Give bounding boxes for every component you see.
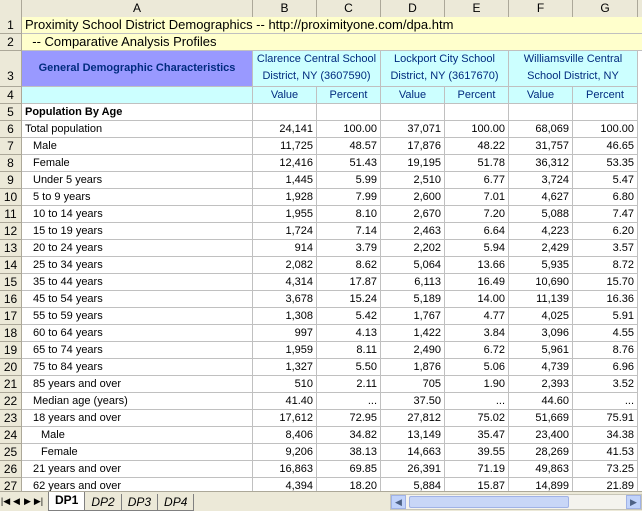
percent-cell[interactable]: 71.19 xyxy=(445,461,509,478)
percent-cell[interactable]: 4.55 xyxy=(573,325,638,342)
row-label-cell[interactable]: 75 to 84 years xyxy=(22,359,253,376)
percent-cell[interactable]: 7.47 xyxy=(573,206,638,223)
column-header-e[interactable]: E xyxy=(445,0,509,17)
sheet-row xyxy=(0,206,642,223)
percent-cell[interactable]: 17.87 xyxy=(317,274,381,291)
row-label-cell[interactable]: 15 to 19 years xyxy=(22,223,253,240)
scroll-right-button[interactable]: ▶ xyxy=(626,495,641,509)
cell[interactable] xyxy=(253,104,317,121)
row-header[interactable]: 9 xyxy=(0,172,22,189)
value-header[interactable]: Value xyxy=(381,87,445,104)
subtitle-cell[interactable] xyxy=(22,34,642,51)
sheet-row xyxy=(0,51,642,87)
row-header[interactable]: 4 xyxy=(0,87,22,104)
sheet-row xyxy=(0,257,642,274)
value-cell[interactable]: 68,069 xyxy=(509,121,573,138)
sheet-row xyxy=(0,376,642,393)
sheet-row xyxy=(0,223,642,240)
percent-cell[interactable]: 3.57 xyxy=(573,240,638,257)
row-label-cell[interactable]: Total population xyxy=(22,121,253,138)
value-cell[interactable]: 10,690 xyxy=(509,274,573,291)
percent-cell[interactable]: 38.13 xyxy=(317,444,381,461)
percent-cell[interactable]: 5.42 xyxy=(317,308,381,325)
column-header-d[interactable]: D xyxy=(381,0,445,17)
row-header[interactable]: 27 xyxy=(0,478,22,491)
cell[interactable] xyxy=(317,104,381,121)
sheet-row xyxy=(0,325,642,342)
percent-cell[interactable]: 2.11 xyxy=(317,376,381,393)
value-cell[interactable]: 1,308 xyxy=(253,308,317,325)
row-header[interactable]: 2 xyxy=(0,34,22,51)
percent-cell[interactable]: 100.00 xyxy=(445,121,509,138)
percent-cell[interactable]: 7.20 xyxy=(445,206,509,223)
row-header[interactable]: 26 xyxy=(0,461,22,478)
value-cell[interactable]: 44.60 xyxy=(509,393,573,410)
percent-cell[interactable]: 6.72 xyxy=(445,342,509,359)
value-cell[interactable]: 1,928 xyxy=(253,189,317,206)
percent-cell[interactable]: 34.38 xyxy=(573,427,638,444)
percent-header[interactable]: Percent xyxy=(317,87,381,104)
value-cell[interactable]: 3,678 xyxy=(253,291,317,308)
value-cell[interactable]: 997 xyxy=(253,325,317,342)
cell[interactable] xyxy=(445,104,509,121)
row-header[interactable]: 6 xyxy=(0,121,22,138)
percent-cell[interactable]: 15.70 xyxy=(573,274,638,291)
sheet-row xyxy=(0,427,642,444)
value-cell[interactable]: 8,406 xyxy=(253,427,317,444)
district-header-lockport[interactable]: Lockport City School District, NY (3617670) xyxy=(381,51,509,87)
last-sheet-button[interactable]: ▶| xyxy=(33,496,44,506)
sheet-tab-bar xyxy=(0,491,642,511)
percent-cell[interactable]: 7.99 xyxy=(317,189,381,206)
sheet-row xyxy=(0,138,642,155)
row-label-cell[interactable]: 35 to 44 years xyxy=(22,274,253,291)
cell[interactable] xyxy=(22,87,253,104)
percent-cell[interactable]: ... xyxy=(317,393,381,410)
percent-header[interactable]: Percent xyxy=(445,87,509,104)
value-cell[interactable]: 19,195 xyxy=(381,155,445,172)
row-header[interactable]: 18 xyxy=(0,325,22,342)
scroll-thumb[interactable] xyxy=(409,496,569,508)
sheet-row xyxy=(0,410,642,427)
percent-cell[interactable]: 5.06 xyxy=(445,359,509,376)
value-cell[interactable]: 5,088 xyxy=(509,206,573,223)
value-cell[interactable]: 5,884 xyxy=(381,478,445,491)
value-cell[interactable]: 17,612 xyxy=(253,410,317,427)
percent-cell[interactable]: 6.64 xyxy=(445,223,509,240)
value-cell[interactable]: 1,959 xyxy=(253,342,317,359)
value-cell[interactable]: 2,082 xyxy=(253,257,317,274)
tab-dp2[interactable]: DP2 xyxy=(84,494,121,511)
value-cell[interactable]: 24,141 xyxy=(253,121,317,138)
percent-cell[interactable]: ... xyxy=(573,393,638,410)
value-cell[interactable]: 2,202 xyxy=(381,240,445,257)
value-cell[interactable]: 14,899 xyxy=(509,478,573,491)
row-header[interactable]: 11 xyxy=(0,206,22,223)
value-cell[interactable]: 28,269 xyxy=(509,444,573,461)
percent-cell[interactable]: 6.77 xyxy=(445,172,509,189)
percent-cell[interactable]: 1.90 xyxy=(445,376,509,393)
value-cell[interactable]: 11,725 xyxy=(253,138,317,155)
percent-cell[interactable]: 48.22 xyxy=(445,138,509,155)
percent-cell[interactable]: 100.00 xyxy=(573,121,638,138)
value-cell[interactable]: 4,223 xyxy=(509,223,573,240)
value-cell[interactable]: 17,876 xyxy=(381,138,445,155)
value-cell[interactable]: 41.40 xyxy=(253,393,317,410)
percent-cell[interactable]: 34.82 xyxy=(317,427,381,444)
row-header[interactable]: 8 xyxy=(0,155,22,172)
row-header[interactable]: 10 xyxy=(0,189,22,206)
title-cell[interactable]: Proximity School District Demographics -- http://proximityone.com/dpa.htm xyxy=(22,17,642,34)
percent-header[interactable]: Percent xyxy=(573,87,638,104)
value-cell[interactable]: 11,139 xyxy=(509,291,573,308)
column-header-g[interactable]: G xyxy=(573,0,638,17)
row-label-cell[interactable]: 18 years and over xyxy=(22,410,253,427)
row-header[interactable]: 22 xyxy=(0,393,22,410)
row-header[interactable]: 3 xyxy=(0,51,22,87)
value-cell[interactable]: 4,025 xyxy=(509,308,573,325)
percent-cell[interactable]: 51.43 xyxy=(317,155,381,172)
value-cell[interactable]: 2,393 xyxy=(509,376,573,393)
value-cell[interactable]: 1,724 xyxy=(253,223,317,240)
value-cell[interactable]: 914 xyxy=(253,240,317,257)
row-header[interactable]: 5 xyxy=(0,104,22,121)
column-header-a[interactable]: A xyxy=(22,0,253,17)
value-cell[interactable]: 1,445 xyxy=(253,172,317,189)
percent-cell[interactable]: 16.49 xyxy=(445,274,509,291)
value-cell[interactable]: 13,149 xyxy=(381,427,445,444)
sheet-row xyxy=(0,274,642,291)
value-cell[interactable]: 5,189 xyxy=(381,291,445,308)
percent-cell[interactable]: 8.11 xyxy=(317,342,381,359)
row-label-cell[interactable]: Median age (years) xyxy=(22,393,253,410)
row-header[interactable]: 21 xyxy=(0,376,22,393)
value-header[interactable]: Value xyxy=(253,87,317,104)
value-cell[interactable]: 2,600 xyxy=(381,189,445,206)
value-cell[interactable]: 49,863 xyxy=(509,461,573,478)
value-cell[interactable]: 2,490 xyxy=(381,342,445,359)
percent-cell[interactable]: 3.84 xyxy=(445,325,509,342)
header-label-cell[interactable]: General Demographic Characteristics xyxy=(22,51,253,87)
district-header-williamsville[interactable]: Williamsville Central School District, NY xyxy=(509,51,638,87)
value-cell[interactable]: 1,422 xyxy=(381,325,445,342)
percent-cell[interactable]: 6.20 xyxy=(573,223,638,240)
row-label-cell[interactable]: Female xyxy=(22,155,253,172)
sheet-row xyxy=(0,87,642,104)
row-label-cell[interactable]: 45 to 54 years xyxy=(22,291,253,308)
value-cell[interactable]: 37.50 xyxy=(381,393,445,410)
tab-dp3[interactable]: DP3 xyxy=(121,494,158,511)
percent-cell[interactable]: 4.13 xyxy=(317,325,381,342)
sheet-row xyxy=(0,393,642,410)
value-cell[interactable]: 16,863 xyxy=(253,461,317,478)
row-header[interactable]: 16 xyxy=(0,291,22,308)
sheet-tabs xyxy=(48,492,193,511)
cell[interactable] xyxy=(509,104,573,121)
percent-cell[interactable]: 15.24 xyxy=(317,291,381,308)
cell[interactable] xyxy=(573,104,638,121)
row-header[interactable]: 25 xyxy=(0,444,22,461)
value-cell[interactable]: 4,314 xyxy=(253,274,317,291)
sheet-row xyxy=(0,478,642,491)
value-cell[interactable]: 1,767 xyxy=(381,308,445,325)
percent-cell[interactable]: 41.53 xyxy=(573,444,638,461)
select-all-corner[interactable] xyxy=(0,0,22,17)
value-cell[interactable]: 9,206 xyxy=(253,444,317,461)
row-header[interactable]: 23 xyxy=(0,410,22,427)
value-cell[interactable]: 3,724 xyxy=(509,172,573,189)
percent-cell[interactable]: 14.00 xyxy=(445,291,509,308)
subtitle-text: -- Comparative Analysis Profiles xyxy=(32,34,217,49)
percent-cell[interactable]: 8.76 xyxy=(573,342,638,359)
percent-cell[interactable]: 21.89 xyxy=(573,478,638,491)
percent-cell[interactable]: 75.02 xyxy=(445,410,509,427)
value-cell[interactable]: 26,391 xyxy=(381,461,445,478)
row-header[interactable]: 14 xyxy=(0,257,22,274)
row-label-cell[interactable]: Male xyxy=(22,138,253,155)
value-cell[interactable]: 37,071 xyxy=(381,121,445,138)
row-label-cell[interactable]: 21 years and over xyxy=(22,461,253,478)
row-header[interactable]: 1 xyxy=(0,17,22,34)
value-cell[interactable]: 6,113 xyxy=(381,274,445,291)
row-header[interactable]: 24 xyxy=(0,427,22,444)
row-header[interactable]: 19 xyxy=(0,342,22,359)
value-header[interactable]: Value xyxy=(509,87,573,104)
section-title-cell[interactable]: Population By Age xyxy=(22,104,253,121)
row-header[interactable]: 12 xyxy=(0,223,22,240)
row-header[interactable]: 7 xyxy=(0,138,22,155)
percent-cell[interactable]: 7.14 xyxy=(317,223,381,240)
value-cell[interactable]: 2,429 xyxy=(509,240,573,257)
prev-sheet-button[interactable]: ◀ xyxy=(13,496,20,506)
value-cell[interactable]: 36,312 xyxy=(509,155,573,172)
rows xyxy=(0,17,642,491)
sheet-row xyxy=(0,189,642,206)
row-label-cell[interactable]: 85 years and over xyxy=(22,376,253,393)
sheet-row xyxy=(0,359,642,376)
row-label-cell[interactable]: Female xyxy=(22,444,253,461)
percent-cell[interactable]: 100.00 xyxy=(317,121,381,138)
value-cell[interactable]: 2,670 xyxy=(381,206,445,223)
row-header[interactable]: 17 xyxy=(0,308,22,325)
percent-cell[interactable]: 3.79 xyxy=(317,240,381,257)
value-cell[interactable]: 4,394 xyxy=(253,478,317,491)
percent-cell[interactable]: 6.96 xyxy=(573,359,638,376)
value-cell[interactable]: 27,812 xyxy=(381,410,445,427)
row-label-cell[interactable]: 20 to 24 years xyxy=(22,240,253,257)
sheet-row xyxy=(0,172,642,189)
sheet-row xyxy=(0,104,642,121)
percent-cell[interactable]: 15.87 xyxy=(445,478,509,491)
sheet-row xyxy=(0,240,642,257)
next-sheet-button[interactable]: ▶ xyxy=(24,496,31,506)
value-cell[interactable]: 23,400 xyxy=(509,427,573,444)
tab-dp1[interactable]: DP1 xyxy=(48,492,85,511)
value-cell[interactable]: 510 xyxy=(253,376,317,393)
percent-cell[interactable]: 51.78 xyxy=(445,155,509,172)
value-cell[interactable]: 4,739 xyxy=(509,359,573,376)
sheet-row xyxy=(0,461,642,478)
percent-cell[interactable]: 16.36 xyxy=(573,291,638,308)
value-cell[interactable]: 1,327 xyxy=(253,359,317,376)
row-label-cell[interactable]: 65 to 74 years xyxy=(22,342,253,359)
scroll-left-button[interactable]: ◀ xyxy=(391,495,406,509)
value-cell[interactable]: 5,935 xyxy=(509,257,573,274)
value-cell[interactable]: 31,757 xyxy=(509,138,573,155)
percent-cell[interactable]: 72.95 xyxy=(317,410,381,427)
column-header-f[interactable]: F xyxy=(509,0,573,17)
percent-cell[interactable]: 13.66 xyxy=(445,257,509,274)
percent-cell[interactable]: 5.50 xyxy=(317,359,381,376)
percent-cell[interactable]: 46.65 xyxy=(573,138,638,155)
percent-cell[interactable]: 6.80 xyxy=(573,189,638,206)
row-label-cell[interactable]: 10 to 14 years xyxy=(22,206,253,223)
value-cell[interactable]: 1,876 xyxy=(381,359,445,376)
sheet-row xyxy=(0,121,642,138)
row-label-cell[interactable]: Male xyxy=(22,427,253,444)
value-cell[interactable]: 2,463 xyxy=(381,223,445,240)
percent-cell[interactable]: ... xyxy=(445,393,509,410)
percent-cell[interactable]: 5.47 xyxy=(573,172,638,189)
percent-cell[interactable]: 5.99 xyxy=(317,172,381,189)
percent-cell[interactable]: 8.62 xyxy=(317,257,381,274)
column-header-b[interactable]: B xyxy=(253,0,317,17)
row-header[interactable]: 15 xyxy=(0,274,22,291)
row-header[interactable]: 20 xyxy=(0,359,22,376)
percent-cell[interactable]: 5.91 xyxy=(573,308,638,325)
percent-cell[interactable]: 35.47 xyxy=(445,427,509,444)
data-rows xyxy=(0,121,642,491)
sheet-row xyxy=(0,291,642,308)
percent-cell[interactable]: 73.25 xyxy=(573,461,638,478)
sheet-row xyxy=(0,444,642,461)
sheet-row xyxy=(0,17,642,34)
percent-cell[interactable]: 75.91 xyxy=(573,410,638,427)
value-cell[interactable]: 5,961 xyxy=(509,342,573,359)
value-cell[interactable]: 4,627 xyxy=(509,189,573,206)
value-cell[interactable]: 5,064 xyxy=(381,257,445,274)
sheet-row xyxy=(0,342,642,359)
percent-cell[interactable]: 8.10 xyxy=(317,206,381,223)
value-cell[interactable]: 2,510 xyxy=(381,172,445,189)
horizontal-scrollbar[interactable] xyxy=(390,494,642,510)
district-header-clarence[interactable]: Clarence Central School District, NY (3607590) xyxy=(253,51,381,87)
sheet-row xyxy=(0,155,642,172)
row-label-cell[interactable]: 62 years and over xyxy=(22,478,253,491)
row-label-cell[interactable]: 25 to 34 years xyxy=(22,257,253,274)
row-header[interactable]: 13 xyxy=(0,240,22,257)
sheet-row xyxy=(0,34,642,51)
percent-cell[interactable]: 5.94 xyxy=(445,240,509,257)
cell[interactable] xyxy=(381,104,445,121)
percent-cell[interactable]: 7.01 xyxy=(445,189,509,206)
row-label-cell[interactable]: 55 to 59 years xyxy=(22,308,253,325)
percent-cell[interactable]: 18.20 xyxy=(317,478,381,491)
percent-cell[interactable]: 53.35 xyxy=(573,155,638,172)
first-sheet-button[interactable]: |◀ xyxy=(0,496,11,506)
value-cell[interactable]: 3,096 xyxy=(509,325,573,342)
column-header-c[interactable]: C xyxy=(317,0,381,17)
row-label-cell[interactable]: 60 to 64 years xyxy=(22,325,253,342)
row-label-cell[interactable]: Under 5 years xyxy=(22,172,253,189)
percent-cell[interactable]: 48.57 xyxy=(317,138,381,155)
value-cell[interactable]: 14,663 xyxy=(381,444,445,461)
value-cell[interactable]: 12,416 xyxy=(253,155,317,172)
tab-dp4[interactable]: DP4 xyxy=(157,494,194,511)
column-headers xyxy=(0,0,642,18)
value-cell[interactable]: 705 xyxy=(381,376,445,393)
percent-cell[interactable]: 3.52 xyxy=(573,376,638,393)
sheet-row xyxy=(0,308,642,325)
value-cell[interactable]: 51,669 xyxy=(509,410,573,427)
percent-cell[interactable]: 69.85 xyxy=(317,461,381,478)
percent-cell[interactable]: 4.77 xyxy=(445,308,509,325)
percent-cell[interactable]: 39.55 xyxy=(445,444,509,461)
value-cell[interactable]: 1,955 xyxy=(253,206,317,223)
row-label-cell[interactable]: 5 to 9 years xyxy=(22,189,253,206)
percent-cell[interactable]: 8.72 xyxy=(573,257,638,274)
